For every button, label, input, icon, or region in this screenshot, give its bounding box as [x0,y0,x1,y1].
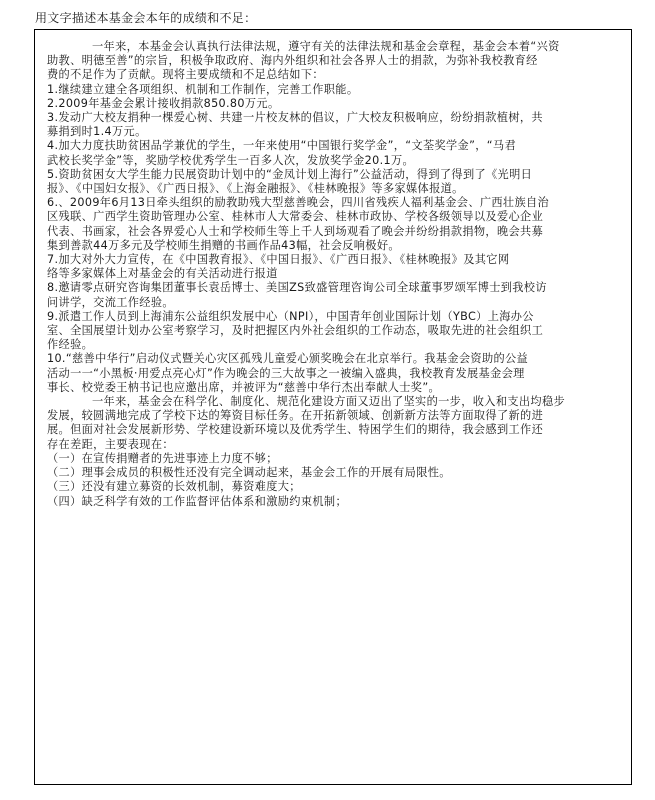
answer-line: 2.2009年基金会累计接收捐款850.80万元。 [47,96,280,110]
answer-line: 事长、校党委王枘书记也应邀出席，并被评为“慈善中华行杰出奉献人士奖”。 [47,380,441,394]
answer-line: 9.派遣工作人员到上海浦东公益组织发展中心（NPI），中国青年创业国际计划（YBC）上海办公 [47,309,534,323]
answer-line: 发展，较圆满地完成了学校下达的筹资目标任务。在开拓新领域、创新新方法等方面取得了新的进 [47,409,544,423]
answer-line: （三）还没有建立募资的长效机制，募资难度大； [47,480,301,494]
answer-line: 7.加大对外大力宣传，在《中国教育报》、《中国日报》、《广西日报》、《桂林晚报》及其它网 [47,253,510,267]
answer-line: 3.发动广大校友捐种一棵爱心树、共建一片校友林的倡议，广大校友积极响应，纷纷捐款植树，共 [47,111,543,125]
answer-line: 助教、明德至善”的宗旨，积极争取政府、海内外组织和社会各界人士的捐款，为弥补我校教育经 [47,54,538,68]
answer-line: 10.“慈善中华行”启动仪式暨关心灾区孤残儿童爱心颁奖晚会在北京举行。我基金会资助的公益 [47,352,529,366]
answer-line: 募捐到时1.4万元。 [47,125,147,139]
answer-line: 区残联、广西学生资助管理办公室、桂林市人大常委会、桂林市政协、学校各级领导以及爱心企业 [47,210,544,224]
answer-line: 一年来，本基金会认真执行法律法规，遵守有关的法律法规和基金会章程，基金会本着“兴资 [92,40,560,53]
answer-line: 6.、2009年6月13日牵头组织的励教助残大型慈善晚会，四川省残疾人福利基金会、广西壮族自治 [47,196,550,210]
answer-line: （二）理事会成员的积极性还没有完全调动起来，基金会工作的开展有局限性。 [47,466,451,480]
answer-box [34,29,632,785]
answer-line: 存在差距，主要表现在： [47,437,174,451]
answer-line: 展。但面对社会发展新形势、学校建设新环境以及优秀学生、特困学生们的期待，我会感到工作还 [47,423,544,437]
answer-line: （四）缺乏科学有效的工作监督评估体系和激励约束机制； [47,494,347,508]
answer-line: 1.继续建立建全各项组织、机制和工作制作，完善工作职能。 [47,82,359,96]
answer-line: 室、全国展望计划办公室考察学习，及时把握区内外社会组织的工作动态，吸取先进的社会组织工 [47,324,544,338]
answer-line: 作经验。 [47,338,94,352]
answer-line: 4.加大力度扶助贫困品学兼优的学生，一年来使用“中国银行奖学金”，“文荃奖学金”，“马君 [47,139,516,153]
answer-text [47,40,621,509]
answer-line: 代表、书画家，社会各界爱心人士和学校师生等上千人到场观看了晚会并纷纷捐款捐物，晚会共募 [47,224,544,238]
answer-line: 5.资助贫困女大学生能力民展资助计划中的“金凤计划上海行”公益活动，得到了得到了《光明日 [47,167,533,181]
answer-line: 8.邀请零点研究咨询集团董事长袁岳博士、美国ZS致盛管理咨询公司全球董事罗颂军博士到我校访 [47,281,547,295]
answer-line: 一年来，基金会在科学化、制度化、规范化建设方面又迈出了坚实的一步，收入和支出均稳步 [92,395,566,409]
answer-line: 武校长奖学金”等，奖励学校优秀学生一百多人次，发放奖学金20.1万。 [47,153,415,167]
answer-line: 集到善款44万多元及学校师生捐赠的书画作品43幅，社会反响极好。 [47,238,400,252]
answer-line: 络等多家媒体上对基金会的有关活动进行报道 [47,267,278,281]
answer-line: 费的不足作为了贡献。现将主要成绩和不足总结如下： [47,68,324,82]
question-prompt: 用文字描述本基金会本年的成绩和不足： [35,11,257,25]
answer-line: （一）在宣传捐赠者的先进事迹上力度不够； [47,451,278,465]
answer-line: 活动一一“小黑板·用爱点亮心灯”作为晚会的三大故事之一被编入盛典，我校教育发展基金会理 [47,366,525,380]
answer-line: 报》、《中国妇女报》、《广西日报》、《上海金融报》、《桂林晚报》等多家媒体报道。 [47,182,464,196]
answer-line: 问讲学，交流工作经验。 [47,295,174,309]
